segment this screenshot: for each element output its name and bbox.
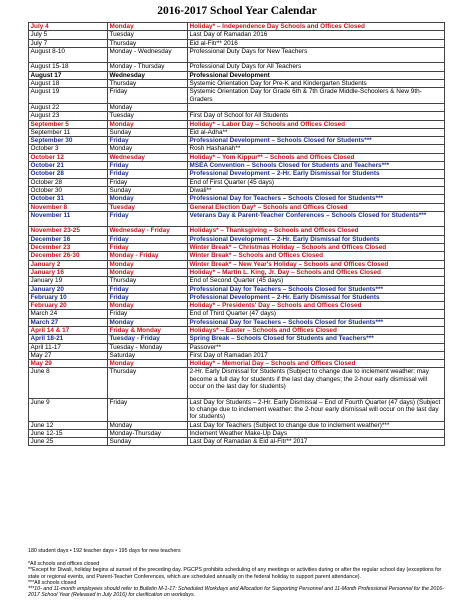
table-row [29,310,445,318]
event-cell: Holidays* – Thanksgiving – Schools and Offices Closed [188,227,445,235]
table-row [29,398,445,421]
table-row [29,80,445,88]
date-cell: March 27 [29,318,108,326]
event-cell: Last Day of Ramadan 2016 [188,31,445,39]
date-cell: October 30 [29,186,108,194]
day-cell: Thursday [108,80,188,88]
table-row [29,63,445,71]
table-row [29,23,445,31]
footnote-schools-closed: ***All schools closed [28,580,77,587]
footnotes [28,561,448,587]
table-row [29,260,445,268]
table-row [29,421,445,429]
date-cell: January 2 [29,260,108,268]
day-cell: Friday [108,310,188,318]
event-cell [188,103,445,111]
date-cell: April 11-17 [29,343,108,351]
day-cell: Saturday [108,351,188,359]
event-cell: Professional Day for Teachers – Schools Closed for Students*** [188,318,445,326]
date-cell: April 18-21 [29,335,108,343]
event-cell: Holiday* – Yom Kippur** – Schools and Offices Closed [188,153,445,161]
day-cell: Sunday [108,186,188,194]
date-cell: August 18 [29,80,108,88]
footnote-except: **Except for Diwali, holiday begins at sunset of the preceding day. PGCPS prohibits scheduling of any meetings or activities during or after the regular school day (exceptions for state or regional events, and Parent-Teacher Conferences, which are scheduled annually on the federal holiday to support parent attendance). [28,567,442,580]
footnote-closed: *All schools and offices closed [28,561,100,567]
table-row [29,368,445,398]
date-cell: October 21 [29,162,108,170]
table-row [29,88,445,104]
day-cell: Tuesday - Monday [108,343,188,351]
event-cell: Systemic Orientation Day for Grade 6th & 7th Grade Middle-Schoolers & New 9th-Graders [188,88,445,104]
event-cell: Holiday* – Memorial Day – Schools and Offices Closed [188,360,445,368]
date-cell: June 12-15 [29,429,108,437]
table-row [29,318,445,326]
date-cell: July 4 [29,23,108,31]
table-row [29,244,445,252]
day-cell: Monday [108,302,188,310]
date-cell: November 23-25 [29,227,108,235]
table-row [29,293,445,301]
table-row [29,235,445,243]
table-row [29,335,445,343]
event-cell: Professional Duty Days for All Teachers [188,63,445,71]
date-cell: January 20 [29,285,108,293]
table-row [29,170,445,178]
event-cell: Eid al-Adha** [188,128,445,136]
date-cell: February 20 [29,302,108,310]
day-cell: Monday [108,268,188,276]
event-cell: Professional Day for Teachers – Schools Closed for Students*** [188,285,445,293]
footnote-bulletin: ***10- and 11-month employees should refer to Bulletin M-1-17: Scheduled Workdays and Allocation for Supporting Personnel and 11-Month Professional Personnel for the 2016-2017 School Year (Released in July 2016) for clarification on workdays. [28,586,444,599]
table-row [29,128,445,136]
event-cell: Professional Development – 2-Hr. Early Dismissal for Students [188,235,445,243]
event-cell: Inclement Weather Make-Up Days [188,429,445,437]
table-row [29,153,445,161]
date-cell: October 28 [29,178,108,186]
day-cell: Monday [108,360,188,368]
table-row [29,438,445,446]
date-cell: March 24 [29,310,108,318]
table-row [29,326,445,334]
event-cell: 2-Hr. Early Dismissal for Students (Subject to change due to inclement weather: may become a full day for students if the last day changes; the 2-hour early dismissal will occur on the last day for students) [188,368,445,398]
event-cell: End of First Quarter (45 days) [188,178,445,186]
table-row [29,429,445,437]
date-cell: July 5 [29,31,108,39]
date-cell: June 8 [29,368,108,398]
day-cell: Friday [108,162,188,170]
date-cell: October 31 [29,195,108,203]
day-cell: Friday [108,178,188,186]
table-row [29,120,445,128]
day-cell: Sunday [108,128,188,136]
event-cell: Spring Break – Schools Closed for Students and Teachers*** [188,335,445,343]
table-row [29,285,445,293]
event-cell: Holiday* – Labor Day – Schools and Offices Closed [188,120,445,128]
table-row [29,195,445,203]
date-cell: January 16 [29,268,108,276]
table-row [29,302,445,310]
event-cell: Veterans Day & Parent-Teacher Conferences – Schools Closed for Students*** [188,211,445,227]
event-cell: First Day of School for All Students [188,112,445,120]
calendar-body [29,23,445,446]
date-cell: August 19 [29,88,108,104]
event-cell: Eid al-Fitr** 2016 [188,39,445,47]
day-cell: Monday [108,195,188,203]
date-cell: August 23 [29,112,108,120]
day-cell: Friday [108,293,188,301]
event-cell: Diwali** [188,186,445,194]
event-cell: MSEA Convention – Schools Closed for Students and Teachers*** [188,162,445,170]
day-cell: Monday - Thursday [108,63,188,71]
day-cell: Friday [108,170,188,178]
table-row [29,360,445,368]
table-row [29,39,445,47]
day-cell: Monday - Friday [108,252,188,260]
day-cell: Friday [108,285,188,293]
date-cell: August 17 [29,71,108,79]
table-row [29,47,445,63]
event-cell: Systemic Orientation Day for Pre-K and Kindergarten Students [188,80,445,88]
day-cell: Monday - Wednesday [108,47,188,63]
table-row [29,211,445,227]
date-cell: May 27 [29,351,108,359]
date-cell: December 26-30 [29,252,108,260]
day-cell: Tuesday [108,112,188,120]
event-cell: End of Third Quarter (47 days) [188,310,445,318]
event-cell: Professional Development – 2-Hr. Early Dismissal for Students [188,293,445,301]
calendar-table [28,22,445,446]
event-cell: Rosh Hashanah** [188,145,445,153]
day-cell: Friday [108,137,188,145]
day-cell: Monday [108,260,188,268]
event-cell: Winter Break* – New Year's Holiday – Schools and Offices Closed [188,260,445,268]
event-cell: Holidays* – Easter – Schools and Offices Closed [188,326,445,334]
date-cell: June 12 [29,421,108,429]
table-row [29,203,445,211]
event-cell: Professional Development [188,71,445,79]
table-row [29,277,445,285]
table-row [29,137,445,145]
event-cell: Last Day for Students – 2-Hr. Early Dismissal – End of Fourth Quarter (47 days) (Subject to change due to inclement weather: the 2-hour early dismissal will occur on the last day for students) [188,398,445,421]
event-cell: End of Second Quarter (45 days) [188,277,445,285]
day-cell: Friday [108,211,188,227]
table-row [29,112,445,120]
table-row [29,351,445,359]
day-cell: Friday [108,244,188,252]
day-cell: Wednesday [108,153,188,161]
date-cell: May 29 [29,360,108,368]
date-cell: April 14 & 17 [29,326,108,334]
date-cell: January 19 [29,277,108,285]
date-cell: October 12 [29,153,108,161]
date-cell: November 11 [29,211,108,227]
day-cell: Monday-Thursday [108,429,188,437]
event-cell: Winter Break* – Schools and Offices Closed [188,252,445,260]
day-cell: Thursday [108,277,188,285]
day-cell: Friday [108,88,188,104]
table-row [29,343,445,351]
table-row [29,145,445,153]
day-cell: Wednesday - Friday [108,227,188,235]
date-cell: February 10 [29,293,108,301]
date-cell: October 28 [29,170,108,178]
day-cell: Sunday [108,438,188,446]
table-row [29,178,445,186]
table-row [29,268,445,276]
page-title: 2016-2017 School Year Calendar [157,5,317,17]
event-cell: Professional Day for Teachers – Schools Closed for Students*** [188,195,445,203]
day-cell: Friday & Monday [108,326,188,334]
date-cell: September 11 [29,128,108,136]
date-cell: December 23 [29,244,108,252]
date-cell: June 9 [29,398,108,421]
day-cell: Friday [108,398,188,421]
day-cell: Tuesday - Friday [108,335,188,343]
table-row [29,31,445,39]
day-cell: Thursday [108,368,188,398]
day-cell: Thursday [108,39,188,47]
day-cell: Tuesday [108,203,188,211]
day-cell: Monday [108,120,188,128]
table-row [29,227,445,235]
day-count-note: 180 student days • 192 teacher days • 195 days for new teachers [28,548,181,554]
day-cell: Monday [108,23,188,31]
day-cell: Monday [108,421,188,429]
day-cell: Wednesday [108,71,188,79]
day-cell: Friday [108,235,188,243]
table-row [29,103,445,111]
table-row [29,252,445,260]
date-cell: October 3 [29,145,108,153]
event-cell: Last Day of Ramadan & Eid al-Fitr** 2017 [188,438,445,446]
day-cell: Monday [108,145,188,153]
date-cell: August 8-10 [29,47,108,63]
date-cell: September 5 [29,120,108,128]
date-cell: August 15-18 [29,63,108,71]
date-cell: September 30 [29,137,108,145]
event-cell: Last Day for Teachers (Subject to change due to inclement weather)*** [188,421,445,429]
day-cell: Monday [108,103,188,111]
table-row [29,71,445,79]
event-cell: Professional Duty Days for New Teachers [188,47,445,63]
date-cell: August 22 [29,103,108,111]
table-row [29,162,445,170]
event-cell: First Day of Ramadan 2017 [188,351,445,359]
table-row [29,186,445,194]
day-cell: Tuesday [108,31,188,39]
event-cell: Professional Development – 2-Hr. Early Dismissal for Students [188,170,445,178]
event-cell: Passover** [188,343,445,351]
date-cell: June 25 [29,438,108,446]
event-cell: General Election Day* – Schools and Offices Closed [188,203,445,211]
day-cell: Monday [108,318,188,326]
event-cell: Holiday* – Martin L. King, Jr. Day – Schools and Offices Closed [188,268,445,276]
event-cell: Holiday* – Independence Day Schools and Offices Closed [188,23,445,31]
event-cell: Winter Break* – Christmas Holiday – Schools and Offices Closed [188,244,445,252]
date-cell: November 8 [29,203,108,211]
event-cell: Holiday* – Presidents' Day – Schools and Offices Closed [188,302,445,310]
date-cell: July 7 [29,39,108,47]
date-cell: December 16 [29,235,108,243]
event-cell: Professional Development – Schools Closed for Students*** [188,137,445,145]
